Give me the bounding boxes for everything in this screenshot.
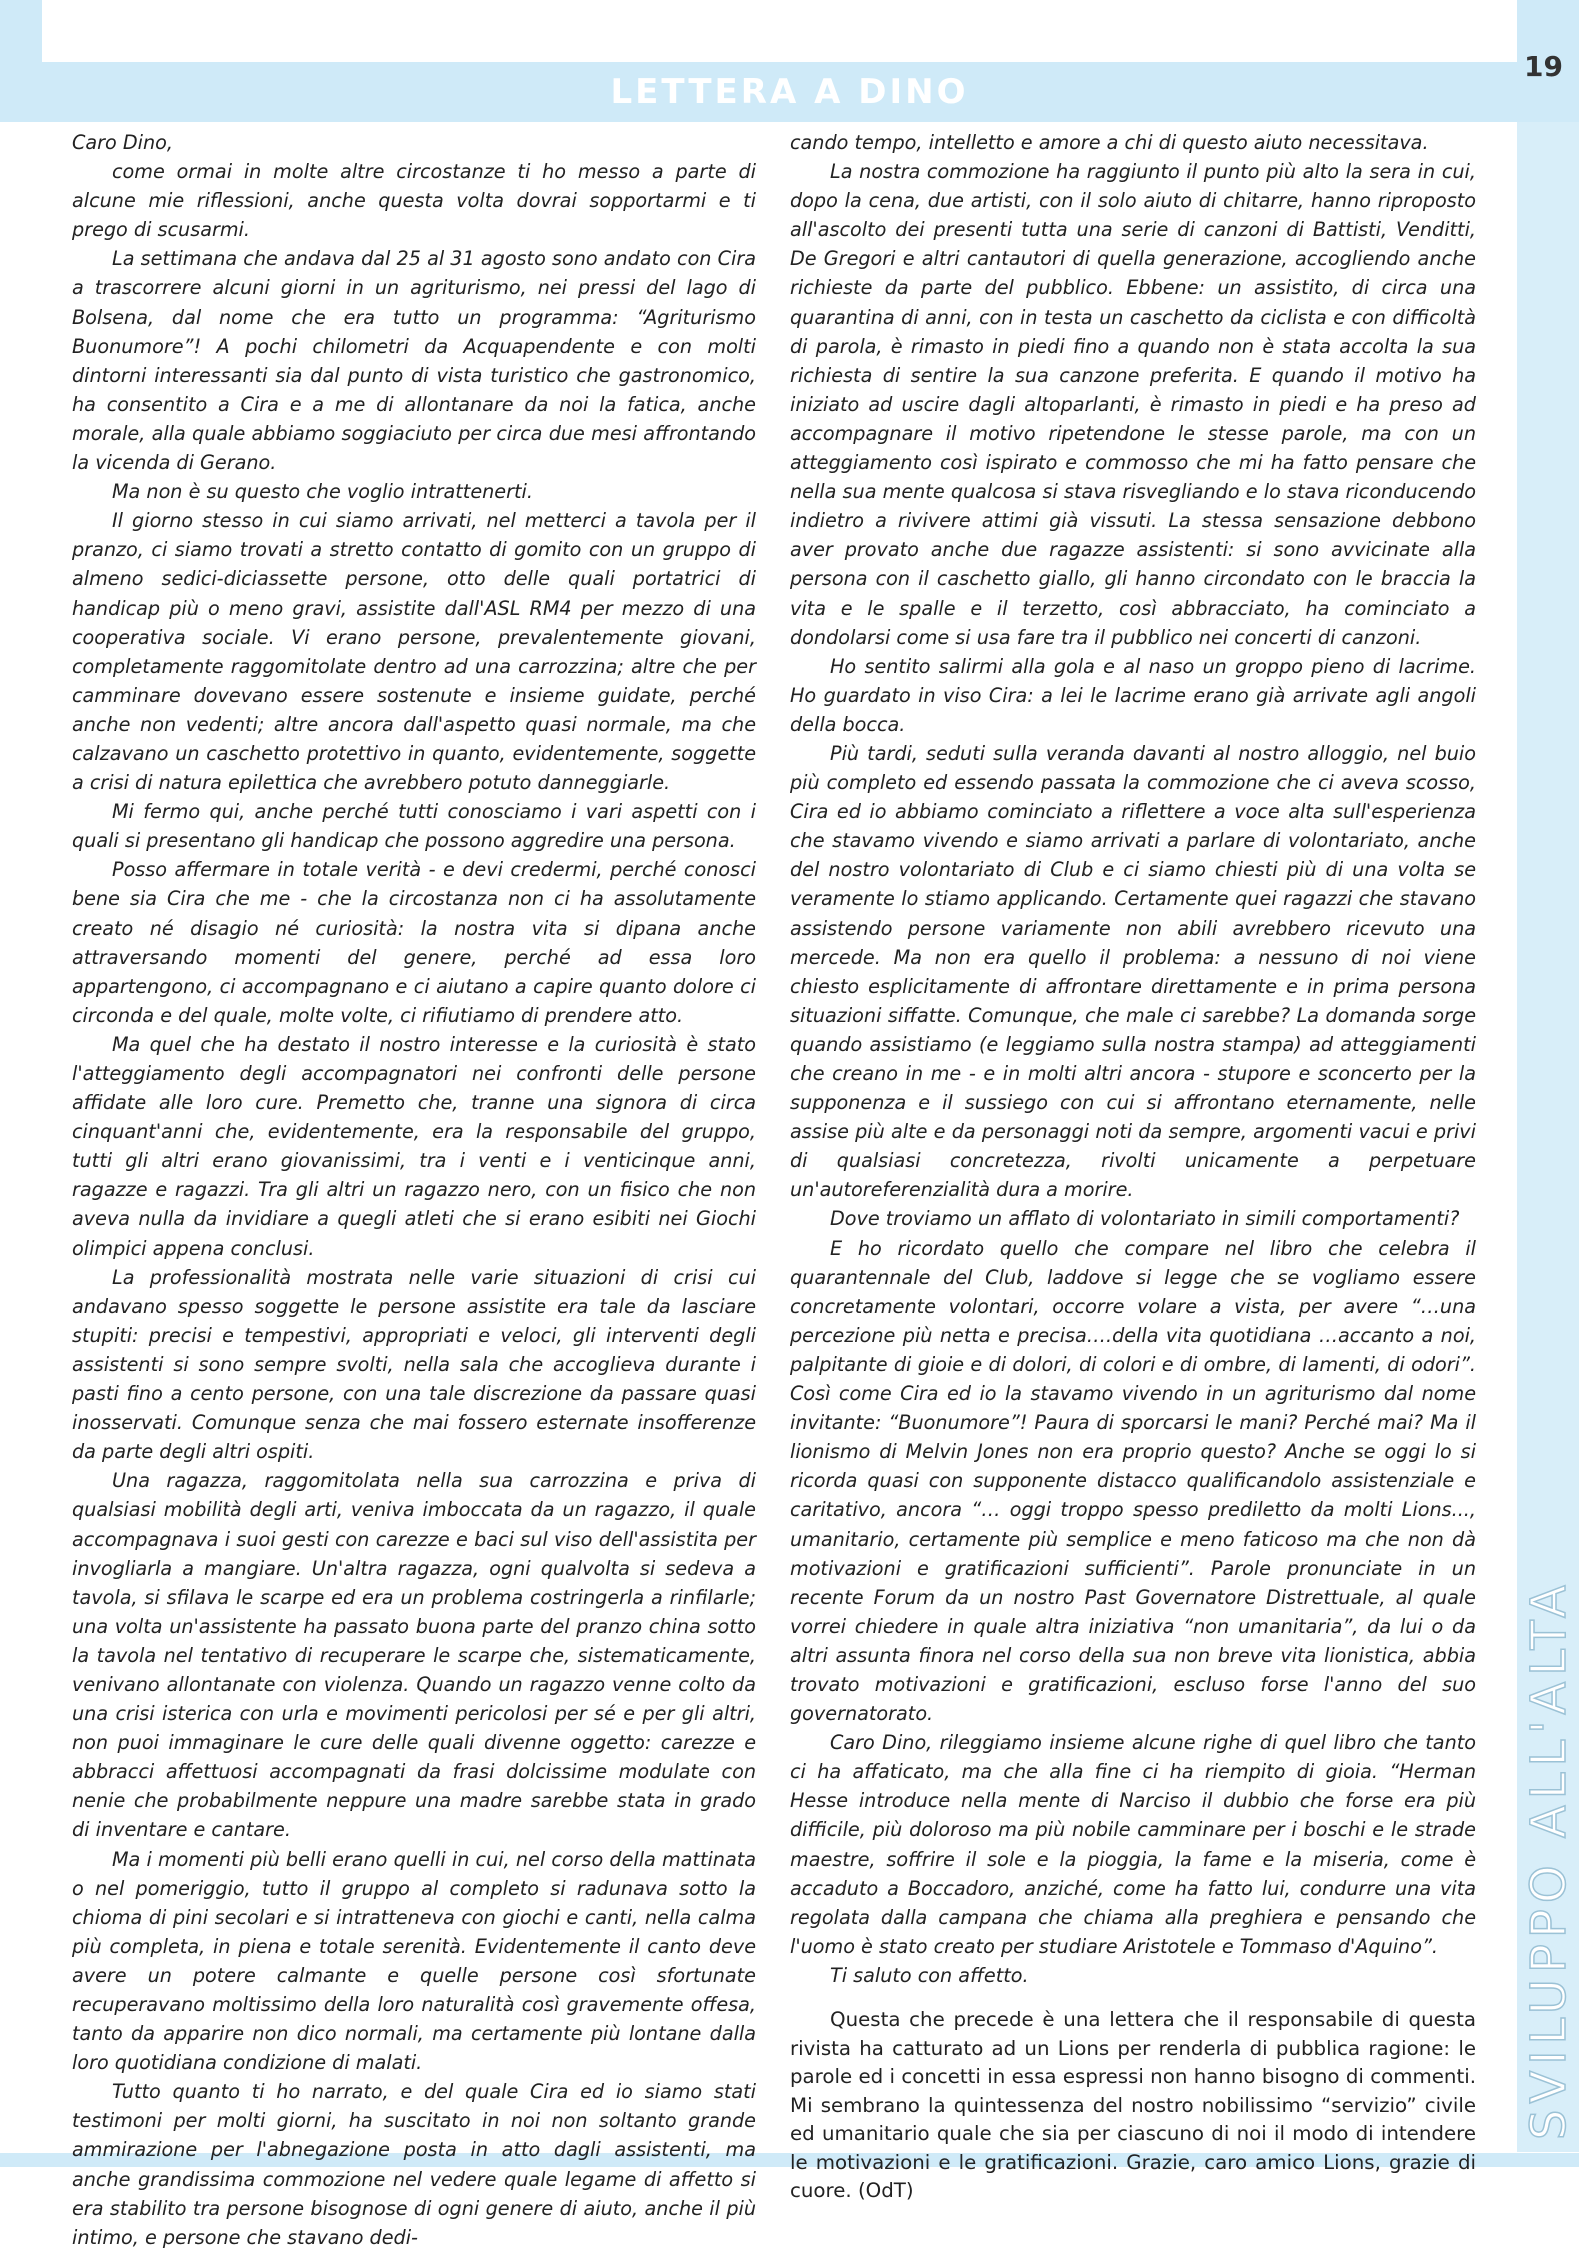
paragraph: Ma i momenti più belli erano quelli in cui, nel corso della mattinata o nel pomeriggio, tutto il gruppo al completo si radunava sotto la chioma di pini secolari e si intratteneva con giochi e canti, nella calma più completa, in piena e totale serenità. Evidentemente il canto deve avere un potere calmante e quelle persone così sfortunate recuperavano moltissimo della loro naturalità così gravemente offesa, tanto da apparire non dico normali, ma certamente più lontane dalla loro quotidiana condizione di malati. (72, 1847, 756, 2075)
paragraph-continued: cando tempo, intelletto e amore a chi di questo aiuto necessitava. (790, 131, 1429, 154)
paragraph: La settimana che andava dal 25 al 31 agosto sono andato con Cira a trascorrere alcuni giorni in un agriturismo, nei pressi del lago di Bolsena, dal nome che era tutto un programma: “Agriturismo Buonumore”! A pochi chilometri da Acquapendente e con molti dintorni interessanti sia dal punto di vista turistico che gastronomico, ha consentito a Cira e a me di allontanare da noi la fatica, anche morale, alla quale abbiamo soggiaciuto per circa due mesi affrontando la vicenda di Gerano. (72, 247, 756, 475)
page-number: 19 (1524, 50, 1563, 83)
sign-off: Ti saluto con affetto. (830, 1963, 1029, 1987)
paragraph: E ho ricordato quello che compare nel libro che celebra il quarantennale del Club, laddove si legge che se vogliamo essere concretamente volontari, occorre volare a vista, per avere “…una percezione più netta e precisa….della vita quotidiana …accanto a noi, palpitante di gioie e di dolori, di colori e di ombre, di lamenti, di odori”. Così come Cira ed io la stavamo vivendo in un agriturismo dal nome invitante: “Buonumore”! Paura di sporcarsi le mani? Perché mai? Ma il lionismo di Melvin Jones non era proprio questo? Anche se oggi lo si ricorda quasi con supponente distacco qualificandolo assistenziale e caritativo, ancora “… oggi troppo spesso prediletto da molti Lions..., umanitario, certamente più semplice e meno faticoso ma che non dà motivazioni e gratificazioni sufficienti”. Parole pronunciate in un recente Forum da un nostro Past Governatore Distrettuale, al quale vorrei chiedere in quale altra iniziativa “non umanitaria”, da lui o da altri assunta finora nel corso della sua non breve vita lionistica, abbia trovato motivazioni e gratificazioni, escluso forse l'anno del suo governatorato. (790, 1236, 1476, 1726)
side-strip-text: SVILUPPO ALL'ALTA (1521, 1579, 1577, 2140)
paragraph: Tutto quanto ti ho narrato, e del quale Cira ed io siamo stati testimoni per molti giorni, ha suscitato in noi non soltanto grande ammirazione per l'abnegazione posta in atto dagli assistenti, ma anche grandissima commozione nel vedere quale legame di affetto si era stabilito tra persone bisognose di ogni genere di aiuto, anche il più intimo, e persone che stavano dedi- (72, 2080, 756, 2249)
paragraph: Ma quel che ha destato il nostro interesse e la curiosità è stato l'atteggiamento degli accompagnatori nei confronti delle persone affidate alle loro cure. Premetto che, tranne una signora di circa cinquant'anni che, evidentemente, era la responsabile del gruppo, tutti gli altri erano giovanissimi, tra i venti e i venticinque anni, ragazze e ragazzi. Tra gli altri un ragazzo nero, con un fisico che non aveva nulla da invidiare a quegli atleti che si erano esibiti nei Giochi olimpici appena conclusi. (72, 1032, 756, 1260)
paragraph: Il giorno stesso in cui siamo arrivati, nel metterci a tavola per il pranzo, ci siamo trovati a stretto contatto di gomito con un gruppo di almeno sedici-diciassette persone, otto delle quali portatrici di handicap più o meno gravi, assistite dall'ASL RM4 per mezzo di una cooperativa sociale. Vi erano persone, prevalentemente giovani, completamente raggomitolate dentro ad una carrozzina; altre che per camminare dovevano essere sostenute e insieme guidate, perché anche non vedenti; altre ancora dall'aspetto quasi normale, ma che calzavano un caschetto protettivo in quanto, evidentemente, soggette a crisi di natura epilettica che avrebbero potuto danneggiarle. (72, 509, 756, 795)
paragraph: Mi fermo qui, anche perché tutti conosciamo i vari aspetti con i quali si presentano gli handicap che possono aggredire una persona. (72, 800, 756, 853)
paragraph: Ma non è su questo che voglio intrattenerti. (112, 480, 533, 504)
paragraph: La professionalità mostrata nelle varie situazioni di crisi cui andavano spesso soggette le persone assistite era tale da lasciare stupiti: precisi e tempestivi, appropriati e veloci, gli interventi degli assistenti si sono sempre svolti, nella sala che accoglieva durante i pasti fino a cento persone, con una tale discrezione da passare quasi inosservati. Comunque senza che mai fossero esternate insofferenze da parte degli altri ospiti. (72, 1265, 756, 1464)
paragraph: Caro Dino, rileggiamo insieme alcune righe di quel libro che tanto ci ha affaticato, ma che alla fine ci ha riempito di gioia. “Herman Hesse introduce nella mente di Narciso il dubbio che forse era più difficile, più doloroso ma più nobile camminare per i boschi e le strade maestre, soffrire il sole e la pioggia, la fame e la miseria, come è accaduto a Boccadoro, anziché, come ha fatto lui, condurre una vita regolata dalla campana che chiama alla preghiera e pensando che l'uomo è stato creato per studiare Aristotele e Tommaso d'Aquino”. (790, 1731, 1476, 1958)
header-white-strip (42, 0, 1517, 62)
paragraph: Ho sentito salirmi alla gola e al naso un groppo pieno di lacrime. Ho guardato in viso Cira: a lei le lacrime erano già arrivate agli angoli della bocca. (790, 654, 1476, 736)
letter-column-right (790, 128, 1476, 2202)
paragraph: Dove troviamo un afflato di volontariato in simili comportamenti? (830, 1207, 1460, 1231)
paragraph: come ormai in molte altre circostanze ti ho messo a parte di alcune mie riflessioni, anche questa volta dovrai sopportarmi e ti prego di scusarmi. (72, 160, 756, 242)
paragraph: Una ragazza, raggomitolata nella sua carrozzina e priva di qualsiasi mobilità degli arti, veniva imboccata da un ragazzo, il quale accompagnava i suoi gesti con carezze e baci sul viso dell'assistita per invogliarla a mangiare. Un'altra ragazza, ogni qualvolta si sedeva a tavola, si sfilava le scarpe ed era un problema costringerla a rinfilarle; una volta un'assistente ha passato buona parte del pranzo china sotto la tavola nel tentativo di recuperare le scarpe che, sistematicamente, venivano allontanate con violenza. Quando un ragazzo venne colto da una crisi isterica con urla e movimenti pericolosi per sé e per gli altri, non puoi immaginare le cure delle quali divenne oggetto: carezze e abbracci affettuosi accompagnati da frasi dolcissime modulate con nenie che probabilmente neppure una madre sarebbe stata in grado di inventare e cantare. (72, 1469, 756, 1842)
editor-note: Questa che precede è una lettera che il responsabile di questa rivista ha catturato ad un Lions per renderla di pubblica ragione: le parole ed i concetti in essa espressi non hanno bisogno di commenti. Mi sembrano la quintessenza del nostro nobilissimo “servizio” civile ed umanitario quale che sia per ciascuno di noi il modo di intendere le motivazioni e le gratificazioni. Grazie, caro amico Lions, grazie di cuore. (OdT) (790, 2008, 1476, 2202)
salutation: Caro Dino, (72, 131, 173, 154)
paragraph: Posso affermare in totale verità - e devi credermi, perché conosci bene sia Cira che me - che la circostanza non ci ha assolutamente creato né disagio né curiosità: la nostra vita si dipana anche attraversando momenti del genere, perché ad essa loro appartengono, ci accompagnano e ci aiutano a capire quanto dolore ci circonda e del quale, molte volte, ci rifiutiamo di prendere atto. (72, 858, 756, 1027)
paragraph: La nostra commozione ha raggiunto il punto più alto la sera in cui, dopo la cena, due artisti, con il solo aiuto di chitarre, hanno riproposto all'ascolto dei presenti tutta una serie di canzoni di Battisti, Venditti, De Gregori e altri cantautori di quella generazione, accogliendo anche richieste da parte del pubblico. Ebbene: un assistito, di circa una quarantina di anni, con in testa un caschetto da ciclista e con difficoltà di parola, è rimasto in piedi fino a quando non è stata accolta la sua richiesta di sentire la sua canzone preferita. E quando il motivo ha iniziato ad uscire dagli altoparlanti, è rimasto in piedi e ha preso ad accompagnare il motivo ripetendone le stesse parole, ma con un atteggiamento così ispirato e commosso che mi ha fatto pensare che nella sua mente qualcosa si stava risvegliando e lo stava riconducendo indietro a rivivere attimi già vissuti. La stessa sensazione debbono aver provato anche due ragazze assistenti: si sono avvicinate alla persona con il caschetto giallo, gli hanno circondato con le braccia la vita e le spalle e il terzetto, così abbracciato, ha cominciato a dondolarsi come si usa fare tra il pubblico nei concerti di canzoni. (790, 160, 1476, 649)
letter-column-left (72, 128, 756, 2249)
paragraph: Più tardi, seduti sulla veranda davanti al nostro alloggio, nel buio più completo ed essendo passata la commozione che ci aveva scosso, Cira ed io abbiamo cominciato a riflettere a voce alta sull'esperienza che stavamo vivendo e siamo arrivati a parlare di volontariato, anche del nostro volontariato di Club e ci siamo chiesti più di una volta se veramente lo stiamo applicando. Certamente quei ragazzi che stavano assistendo persone variamente non abili avrebbero ricevuto una mercede. Ma non era quello il problema: a nessuno di noi viene chiesto esplicitamente di affrontare direttamente e in prima persona situazioni siffatte. Comunque, che male ci sarebbe? La domanda sorge quando assistiamo (e leggiamo sulla nostra stampa) ad atteggiamenti che creano in me - e in molti altri ancora - stupore e sconcerto per la supponenza e il sussiego con cui si affrontano eternamente, nelle assise più alte e da personaggi noti da sempre, argomenti vacui e privi di qualsiasi concretezza, rivolti unicamente a perpetuare un'autoreferenzialità dura a morire. (790, 741, 1476, 1202)
page-title: LETTERA A DINO (610, 72, 969, 112)
